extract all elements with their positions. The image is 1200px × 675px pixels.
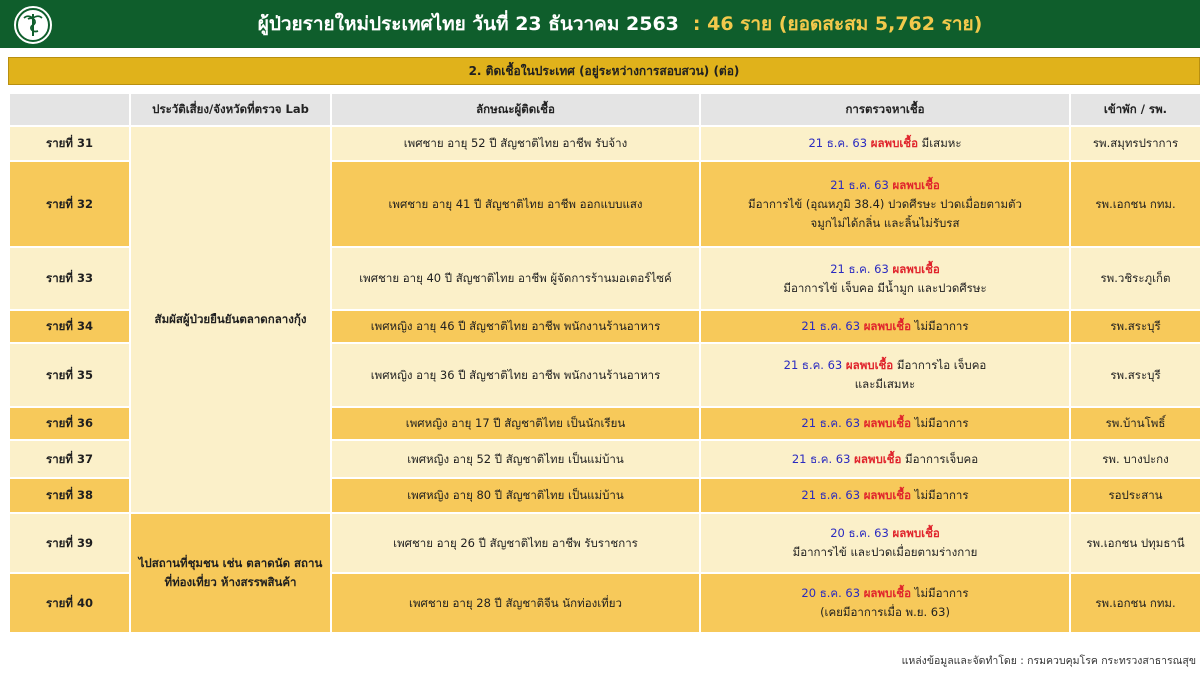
test-date: 21 ธ.ค. 63	[830, 177, 889, 192]
case-hospital: รพ.เอกชน ปทุมธานี	[1070, 513, 1200, 573]
case-profile: เพศหญิง อายุ 52 ปี สัญชาติไทย เป็นแม่บ้าน	[331, 440, 700, 478]
case-hospital: รพ.เอกชน กทม.	[1070, 161, 1200, 247]
case-id: รายที่ 38	[9, 478, 130, 513]
case-profile: เพศหญิง อายุ 46 ปี สัญชาติไทย อาชีพ พนักงานร้านอาหาร	[331, 310, 700, 343]
page-title	[0, 0, 1200, 48]
case-id: รายที่ 35	[9, 343, 130, 407]
case-id: รายที่ 34	[9, 310, 130, 343]
case-id: รายที่ 33	[9, 247, 130, 310]
test-result: ผลพบเชื้อ	[863, 586, 911, 600]
case-hospital: รพ.เอกชน กทม.	[1070, 573, 1200, 633]
case-profile: เพศชาย อายุ 41 ปี สัญชาติไทย อาชีพ ออกแบบแสง	[331, 161, 700, 247]
case-detection	[700, 126, 1070, 161]
symptom-text: ไม่มีอาการ	[914, 488, 969, 502]
case-id: รายที่ 36	[9, 407, 130, 440]
symptom-text: ไม่มีอาการ	[914, 416, 969, 430]
symptom-text: ไม่มีอาการ	[914, 586, 969, 600]
case-id: รายที่ 31	[9, 126, 130, 161]
risk-group-cell: ไปสถานที่ชุมชน เช่น ตลาดนัด สถานที่ท่องเที่ยว ห้างสรรพสินค้า	[130, 513, 331, 633]
case-hospital: รพ.สระบุรี	[1070, 343, 1200, 407]
test-date: 21 ธ.ค. 63	[801, 488, 861, 502]
col-header-profile: ลักษณะผู้ติดเชื้อ	[331, 93, 700, 126]
case-detection	[700, 310, 1070, 343]
symptom-text: มีอาการไอ เจ็บคอ	[896, 358, 987, 372]
symptom-text-2: (เคยมีอาการเมื่อ พ.ย. 63)	[820, 605, 950, 619]
case-profile: เพศชาย อายุ 52 ปี สัญชาติไทย อาชีพ รับจ้าง	[331, 126, 700, 161]
col-header-hospital: เข้าพัก / รพ.	[1070, 93, 1200, 126]
case-detection	[700, 478, 1070, 513]
case-profile: เพศชาย อายุ 28 ปี สัญชาติจีน นักท่องเที่ยว	[331, 573, 700, 633]
case-profile: เพศหญิง อายุ 36 ปี สัญชาติไทย อาชีพ พนักงานร้านอาหาร	[331, 343, 700, 407]
table-row	[9, 513, 1200, 573]
case-detection	[700, 513, 1070, 573]
case-detection	[700, 407, 1070, 440]
case-profile: เพศชาย อายุ 26 ปี สัญชาติไทย อาชีพ รับราชการ	[331, 513, 700, 573]
test-date: 21 ธ.ค. 63	[830, 261, 889, 276]
case-detection	[700, 573, 1070, 633]
test-date: 21 ธ.ค. 63	[791, 451, 851, 466]
col-header-detection: การตรวจหาเชื้อ	[700, 93, 1070, 126]
case-hospital: รพ.สระบุรี	[1070, 310, 1200, 343]
case-hospital: รอประสาน	[1070, 478, 1200, 513]
risk-group-cell: สัมผัสผู้ป่วยยืนยันตลาดกลางกุ้ง	[130, 126, 331, 513]
test-date: 21 ธ.ค. 63	[783, 358, 843, 372]
case-hospital: รพ.สมุทรปราการ	[1070, 126, 1200, 161]
test-result: ผลพบเชื้อ	[863, 488, 911, 502]
case-id: รายที่ 39	[9, 513, 130, 573]
col-header-risk: ประวัติเสี่ยง/จังหวัดที่ตรวจ Lab	[130, 93, 331, 126]
table-row	[9, 126, 1200, 161]
symptom-text: มีอาการเจ็บคอ	[905, 451, 979, 466]
symptom-text: มีเสมหะ	[921, 136, 962, 150]
case-detection	[700, 440, 1070, 478]
test-result: ผลพบเชื้อ	[892, 261, 940, 276]
detection-line	[830, 178, 940, 192]
case-hospital: รพ.วชิระภูเก็ต	[1070, 247, 1200, 310]
test-result: ผลพบเชื้อ	[892, 526, 940, 540]
header-bar	[0, 0, 1200, 48]
test-date: 20 ธ.ค. 63	[830, 526, 889, 540]
case-profile: เพศหญิง อายุ 17 ปี สัญชาติไทย เป็นนักเรียน	[331, 407, 700, 440]
case-detection	[700, 343, 1070, 407]
case-count: : 46 ราย (ยอดสะสม 5,762 ราย)	[692, 13, 983, 35]
source-footer: แหล่งข้อมูลและจัดทำโดย : กรมควบคุมโรค กระทรวงสาธารณสุข	[901, 655, 1196, 667]
case-profile: เพศชาย อายุ 40 ปี สัญชาติไทย อาชีพ ผู้จัดการร้านมอเตอร์ไซค์	[331, 247, 700, 310]
symptom-text: ไม่มีอาการ	[914, 319, 969, 333]
col-header-id	[9, 93, 130, 126]
test-result: ผลพบเชื้อ	[854, 451, 902, 466]
table-header-row	[9, 93, 1200, 126]
test-result: ผลพบเชื้อ	[870, 136, 919, 150]
section-title: 2. ติดเชื้อในประเทศ (อยู่ระหว่างการสอบสวน) (ต่อ)	[8, 57, 1200, 85]
test-result: ผลพบเชื้อ	[863, 319, 911, 333]
case-hospital: รพ. บางปะกง	[1070, 440, 1200, 478]
case-profile: เพศหญิง อายุ 80 ปี สัญชาติไทย เป็นแม่บ้าน	[331, 478, 700, 513]
test-result: ผลพบเชื้อ	[845, 358, 894, 372]
case-detection	[700, 247, 1070, 310]
case-id: รายที่ 40	[9, 573, 130, 633]
test-date: 21 ธ.ค. 63	[808, 136, 868, 150]
test-date: 21 ธ.ค. 63	[801, 319, 861, 333]
symptom-text-2: จมูกไม่ได้กลิ่น และลิ้นไม่รับรส	[810, 215, 960, 230]
symptom-text-2: มีอาการไข้ และปวดเมื่อยตามร่างกาย	[792, 545, 978, 559]
test-date: 20 ธ.ค. 63	[801, 586, 861, 600]
case-id: รายที่ 37	[9, 440, 130, 478]
symptom-text: มีอาการไข้ (อุณหภูมิ 38.4) ปวดศีรษะ ปวดเมื่อยตามตัว	[748, 196, 1022, 211]
test-result: ผลพบเชื้อ	[863, 416, 911, 430]
test-result: ผลพบเชื้อ	[892, 177, 940, 192]
case-id: รายที่ 32	[9, 161, 130, 247]
case-hospital: รพ.บ้านโพธิ์	[1070, 407, 1200, 440]
case-detection	[700, 161, 1070, 247]
cases-table	[8, 92, 1200, 634]
symptom-text-2: และมีเสมหะ	[854, 377, 916, 391]
title-text: ผู้ป่วยรายใหม่ประเทศไทย วันที่ 23 ธันวาคม 2563	[257, 13, 679, 35]
symptom-text: มีอาการไข้ เจ็บคอ มีน้ำมูก และปวดศีรษะ	[783, 280, 987, 295]
test-date: 21 ธ.ค. 63	[801, 416, 861, 430]
